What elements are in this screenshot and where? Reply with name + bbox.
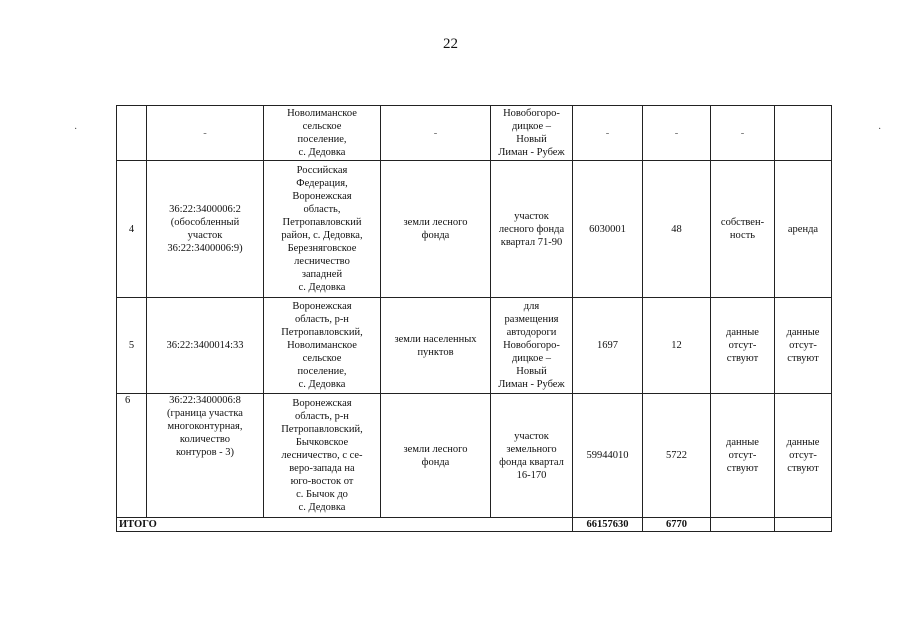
cell-area: 59944010	[573, 394, 643, 518]
total-share: 6770	[643, 518, 711, 532]
cell-location: Воронежская область, р-н Петропавловский, Бычковское лесничество, с се- веро-запада на юго-восток от с. Бычок до с. Дедовка	[264, 394, 381, 518]
cell-land-category: земли населенных пунктов	[381, 298, 491, 394]
cell-purpose: для размещения автодороги Новобогоро- дицкое – Новый Лиман - Рубеж	[491, 298, 573, 394]
table-row	[117, 106, 832, 161]
total-area: 66157630	[573, 518, 643, 532]
cell-purpose: участок земельного фонда квартал 16-170	[491, 394, 573, 518]
cell-share: 5722	[643, 394, 711, 518]
cell-land-category: -	[381, 106, 491, 161]
cell-area: -	[573, 106, 643, 161]
cell-cadastral: 36:22:3400006:2 (обособленный участок 36:22:3400006:9)	[147, 161, 264, 298]
cell-purpose: участок лесного фонда квартал 71-90	[491, 161, 573, 298]
cell-location: Российская Федерация, Воронежская область, Петропавловский район, с. Дедовка, Березняговское лесничество западней с. Дедовка	[264, 161, 381, 298]
page-number: 22	[443, 36, 458, 52]
table-body	[117, 106, 832, 532]
total-row	[117, 518, 832, 532]
cell-share: -	[643, 106, 711, 161]
total-empty-encumbrance	[775, 518, 832, 532]
cell-num: 5	[117, 298, 147, 394]
cell-right: -	[711, 106, 775, 161]
cell-share: 12	[643, 298, 711, 394]
cell-cadastral: 36:22:3400006:8 (граница участка многоконтурная, количество контуров - 3)	[147, 394, 264, 518]
cell-num	[117, 106, 147, 161]
cell-share: 48	[643, 161, 711, 298]
total-label: ИТОГО	[117, 518, 573, 532]
cell-num: 4	[117, 161, 147, 298]
cell-encumbrance: данные отсут- ствуют	[775, 298, 832, 394]
cell-right: данные отсут- ствуют	[711, 298, 775, 394]
cell-cadastral: -	[147, 106, 264, 161]
cell-purpose: Новобогоро- дицкое – Новый Лиман - Рубеж	[491, 106, 573, 161]
cell-area: 1697	[573, 298, 643, 394]
cell-location: Воронежская область, р-н Петропавловский, Новолиманское сельское поселение, с. Дедовка	[264, 298, 381, 394]
cell-encumbrance: аренда	[775, 161, 832, 298]
land-registry-table	[116, 105, 832, 532]
cell-land-category: земли лесного фонда	[381, 161, 491, 298]
table-row	[117, 161, 832, 298]
cell-right: собствен- ность	[711, 161, 775, 298]
table-row	[117, 394, 832, 518]
cell-encumbrance: данные отсут- ствуют	[775, 394, 832, 518]
cell-area: 6030001	[573, 161, 643, 298]
cell-location: Новолиманское сельское поселение, с. Дедовка	[264, 106, 381, 161]
cell-cadastral: 36:22:3400014:33	[147, 298, 264, 394]
table-row	[117, 298, 832, 394]
total-empty-right	[711, 518, 775, 532]
cell-land-category: земли лесного фонда	[381, 394, 491, 518]
cell-num: 6	[117, 394, 147, 518]
cell-right: данные отсут- ствуют	[711, 394, 775, 518]
cell-encumbrance	[775, 106, 832, 161]
